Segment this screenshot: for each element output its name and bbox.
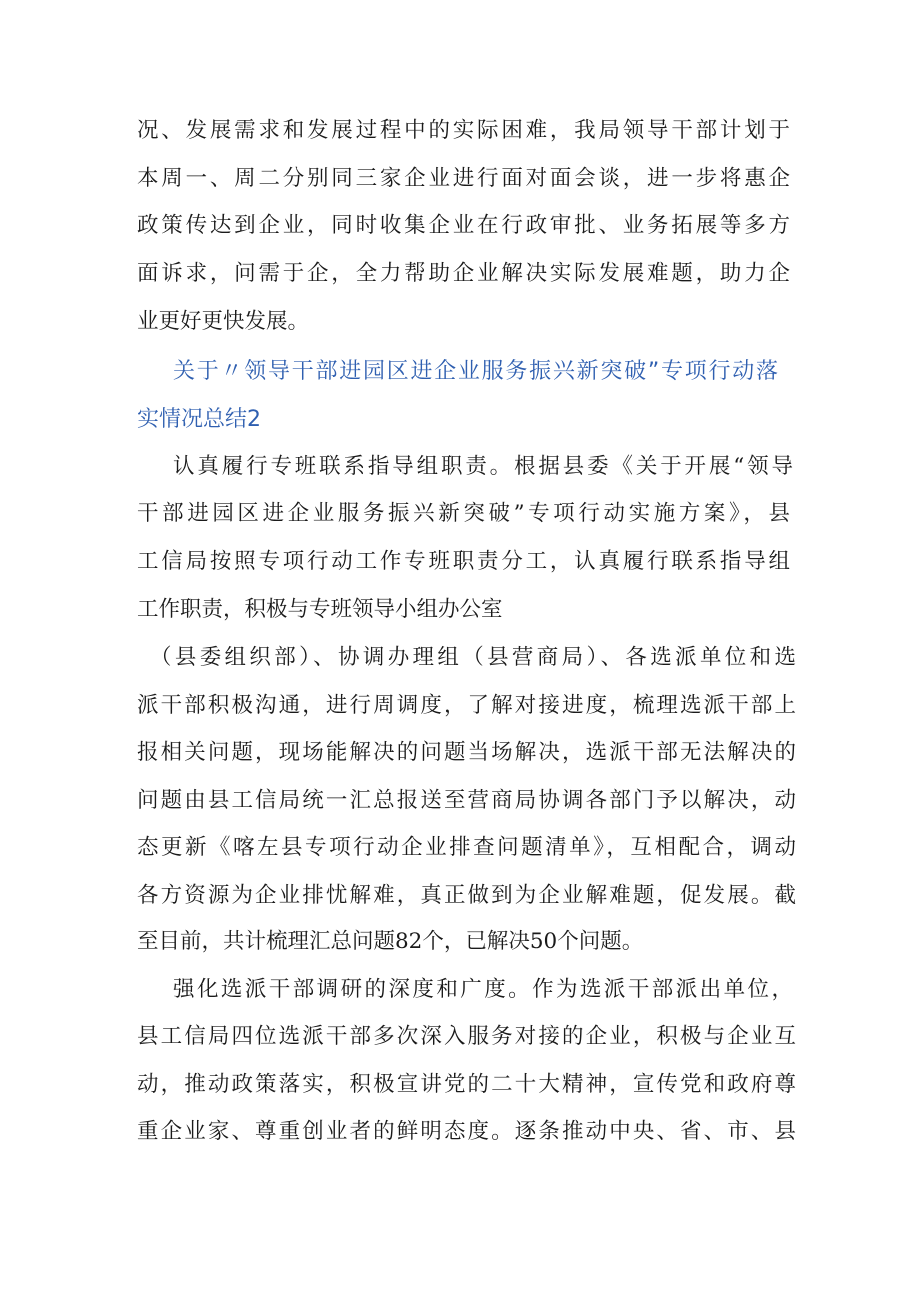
text-line: 况、发展需求和发展过程中的实际困难，我局领导干部计划于 — [137, 118, 790, 143]
text-line: 面诉求，问需于企，全力帮助企业解决实际发展难题，助力企 — [137, 261, 790, 286]
heading-line: 关于〃领导干部进园区进企业服务振兴新突破”专项行动落 — [173, 359, 778, 384]
text-line: 至目前，共计梳理汇总问题82个，已解决50个问题。 — [137, 929, 644, 954]
text-line: （县委组织部）、协调办理组（县营商局）、各选派单位和选 — [150, 645, 796, 670]
text-line: 问题由县工信局统一汇总报送至营商局协调各部门予以解决，动 — [137, 788, 796, 813]
text-line: 态更新《喀左县专项行动企业排查问题清单》，互相配合，调动 — [137, 835, 796, 860]
text-line: 工信局按照专项行动工作专班职责分工，认真履行联系指导组 — [137, 549, 790, 574]
text-line: 干部进园区进企业服务振兴新突破”专项行动实施方案》，县 — [137, 501, 790, 526]
text-line: 本周一、周二分别同三家企业进行面对面会谈，进一步将惠企 — [137, 166, 790, 191]
text-line: 派干部积极沟通，进行周调度，了解对接进度，梳理选派干部上 — [137, 693, 796, 718]
text-line: 工作职责，积极与专班领导小组办公室 — [137, 597, 503, 622]
text-line: 政策传达到企业，同时收集企业在行政审批、业务拓展等多方 — [137, 213, 790, 238]
text-line: 认真履行专班联系指导组职责。根据县委《关于开展“领导 — [173, 454, 793, 479]
heading-line: 实情况总结2 — [137, 407, 261, 432]
text-line: 重企业家、尊重创业者的鲜明态度。逐条推动中央、省、市、县 — [137, 1119, 796, 1144]
text-line: 县工信局四位选派干部多次深入服务对接的企业，积极与企业互 — [137, 1024, 796, 1049]
text-line: 报相关问题，现场能解决的问题当场解决，选派干部无法解决的 — [137, 740, 796, 765]
text-line: 业更好更快发展。 — [137, 309, 310, 334]
text-line: 各方资源为企业排忧解难，真正做到为企业解难题，促发展。截 — [137, 883, 796, 908]
text-line: 强化选派干部调研的深度和广度。作为选派干部派出单位， — [173, 977, 793, 1002]
text-line: 动，推动政策落实，积极宣讲党的二十大精神，宣传党和政府尊 — [137, 1072, 796, 1097]
